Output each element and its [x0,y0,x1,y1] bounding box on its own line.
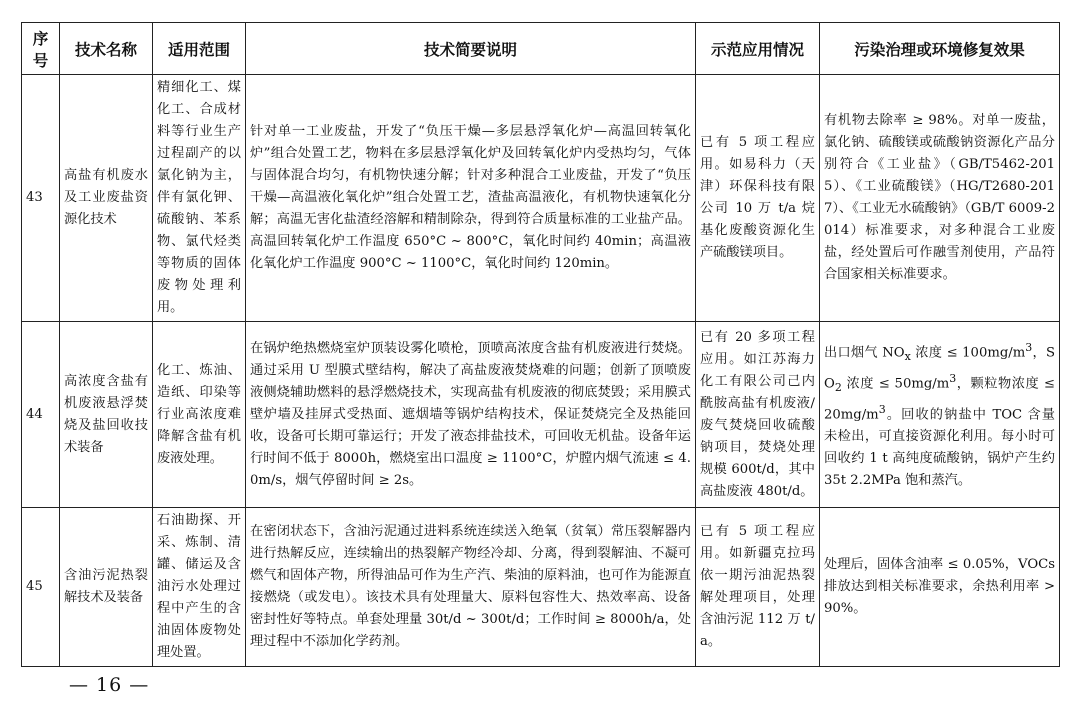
header-scope: 适用范围 [153,23,246,75]
description: 在锅炉绝热燃烧室炉顶装设雾化喷枪，顶喷高浓度含盐有机废液进行焚烧。通过采用 U 型膜式壁结构，解决了高盐废液焚烧难的问题；创新了顶喷废液侧烧辅助燃料的悬浮燃烧技术，实现高盐有机废液的彻底焚毁；采用膜式壁炉墙及挂屏式受热面、遮烟墙等锅炉结构技术，保证焚烧完全及热能回收，设备可长期可靠运行；开发了液态排盐技术，可回收无机盐。设备年运行时间不低于 8000h，燃烧室出口温度 ≥ 1100°C，炉膛内烟气流速 ≤ 4.0m/s，烟气停留时间 ≥ 2s。 [246,322,696,508]
effect-text: ，SO [824,345,1055,392]
tech-name: 高浓度含盐有机废液悬浮焚烧及盐回收技术装备 [60,322,153,508]
row-index: 43 [22,75,60,322]
demo-application: 已有 5 项工程应用。如新疆克拉玛依一期污油泥热裂解处理项目，处理含油污泥 112 万 t/a。 [696,508,820,667]
scope: 化工、炼油、造纸、印染等行业高浓度难降解含盐有机废液处理。 [153,322,246,508]
effect-text: 浓度 ≤ 50mg/m [841,376,950,392]
tech-name: 含油污泥热裂解技术及装备 [60,508,153,667]
subscript: x [904,349,911,363]
header-index: 序号 [22,23,60,75]
effect: 有机物去除率 ≥ 98%。对单一废盐，氯化钠、硫酸镁或硫酸钠资源化产品分别符合《工业盐》（GB/T5462-2015）、《工业硫酸镁》（HG/T2680-2017）、《工业无水硫酸钠》（GB/T 6009-2014）标准要求，对多种混合工业废盐，经处置后可作融雪剂使用，产品符合国家相关标准要求。 [820,75,1060,322]
subscript: 2 [834,380,842,394]
header-demo: 示范应用情况 [696,23,820,75]
scope: 精细化工、煤化工、合成材料等行业生产过程副产的以氯化钠为主，伴有氯化钾、硫酸钠、苯系物、氯代烃类等物质的固体废物处理利用。 [153,75,246,322]
superscript: 3 [949,371,957,385]
technology-table [21,22,1060,667]
description: 针对单一工业废盐，开发了“负压干燥—多层悬浮氧化炉—高温回转氧化炉”组合处置工艺，物料在多层悬浮氧化炉及回转氧化炉内受热均匀，气体与固体混合均匀，有机物快速分解；针对多种混合工业废盐，开发了“负压干燥—高温液化氧化炉”组合处置工艺，渣盐高温液化，有机物快速氧化分解；高温无害化盐渣经溶解和精制除杂，得到符合质量标准的工业盐产品。高温回转氧化炉工作温度 650°C ~ 800°C，氧化时间约 40min；高温液化氧化炉工作温度 900°C ~ 1100°C，氧化时间约 120min。 [246,75,696,322]
effect-text: ，颗粒物浓度 ≤ 20mg/m [824,376,1055,423]
superscript: 3 [878,402,886,416]
table-row [22,508,1060,667]
superscript: 3 [1025,340,1033,354]
table-row [22,322,1060,508]
header-tech-name: 技术名称 [60,23,153,75]
description: 在密闭状态下，含油污泥通过进料系统连续送入绝氧（贫氧）常压裂解器内进行热解反应，连续输出的热裂解产物经冷却、分离，得到裂解油、不凝可燃气和固体产物，所得油品可作为生产汽、柴油的原料油，也可作为能源直接燃烧（或发电）。该技术具有处理量大、原料包容性大、热效率高、设备密封性好等特点。单套处理量 30t/d ~ 300t/d；工作时间 ≥ 8000h/a，处理过程中不添加化学药剂。 [246,508,696,667]
effect [820,322,1060,508]
table-header-row [22,23,1060,75]
effect: 处理后，固体含油率 ≤ 0.05%，VOCs 排放达到相关标准要求，余热利用率 > 90%。 [820,508,1060,667]
page-number: — 16 — [69,674,150,696]
header-description: 技术简要说明 [246,23,696,75]
row-index: 44 [22,322,60,508]
demo-application: 已有 5 项工程应用。如易科力（天津）环保科技有限公司 10 万 t/a 烷基化废酸资源化生产硫酸镁项目。 [696,75,820,322]
tech-name: 高盐有机废水及工业废盐资源化技术 [60,75,153,322]
scope: 石油勘探、开采、炼制、清罐、储运及含油污水处理过程中产生的含油固体废物处理处置。 [153,508,246,667]
table-row [22,75,1060,322]
effect-text: 浓度 ≤ 100mg/m [910,345,1026,361]
demo-application: 已有 20 多项工程应用。如江苏海力化工有限公司己内酰胺高盐有机废液/废气焚烧回收硫酸钠项目，焚烧处理规模 600t/d，其中高盐废液 480t/d。 [696,322,820,508]
header-effect: 污染治理或环境修复效果 [820,23,1060,75]
effect-text: 。回收的钠盐中 TOC 含量未检出，可直接资源化利用。每小时可回收约 1 t 高纯度硫酸钠，锅炉产生约 35t 2.2MPa 饱和蒸汽。 [824,407,1055,489]
row-index: 45 [22,508,60,667]
effect-text: 出口烟气 NO [824,345,905,361]
